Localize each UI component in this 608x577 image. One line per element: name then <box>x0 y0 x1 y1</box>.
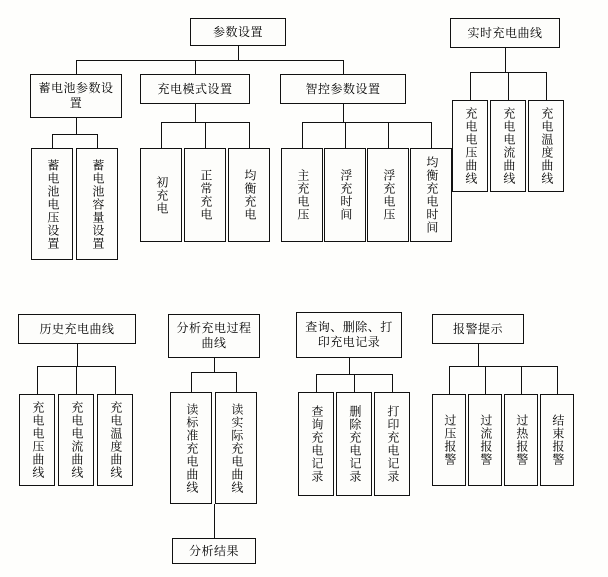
node-box[interactable]: 充电温度曲线 <box>97 394 133 486</box>
node-box[interactable]: 充电电流曲线 <box>58 394 94 486</box>
connector-line <box>392 374 393 392</box>
node-box[interactable]: 浮充时间 <box>324 148 366 242</box>
node-box[interactable]: 初充电 <box>140 148 182 242</box>
node-box[interactable]: 查询、删除、打印充电记录 <box>296 312 402 358</box>
connector-line <box>236 372 237 392</box>
connector-line <box>214 504 215 538</box>
node-box[interactable]: 充电模式设置 <box>140 74 250 104</box>
connector-line <box>485 366 486 394</box>
node-box[interactable]: 蓄电池参数设置 <box>30 74 122 118</box>
node-box[interactable]: 读实际充电曲线 <box>215 392 257 504</box>
connector-line <box>343 60 344 74</box>
connector-line <box>388 122 389 148</box>
connector-line <box>249 122 250 148</box>
connector-line <box>191 372 237 373</box>
connector-line <box>37 366 38 394</box>
connector-line <box>431 122 432 148</box>
node-box[interactable]: 均衡充电 <box>228 148 270 242</box>
node-box[interactable]: 打印充电记录 <box>374 392 410 496</box>
node-box[interactable]: 过压报警 <box>432 394 466 486</box>
node-box[interactable]: 浮充电压 <box>367 148 409 242</box>
connector-line <box>76 118 77 134</box>
connector-line <box>449 366 557 367</box>
node-box[interactable]: 蓄电池容量设置 <box>76 148 118 260</box>
connector-line <box>205 122 206 148</box>
connector-line <box>354 374 355 392</box>
node-box[interactable]: 实时充电曲线 <box>450 18 560 48</box>
connector-line <box>191 372 192 392</box>
connector-line <box>508 72 509 100</box>
connector-line <box>97 134 98 148</box>
node-box[interactable]: 充电电压曲线 <box>19 394 55 486</box>
connector-line <box>115 366 116 394</box>
node-box[interactable]: 过流报警 <box>468 394 502 486</box>
node-box[interactable]: 过热报警 <box>504 394 538 486</box>
node-box[interactable]: 读标准充电曲线 <box>170 392 212 504</box>
connector-line <box>345 122 346 148</box>
node-box[interactable]: 删除充电记录 <box>336 392 372 496</box>
node-box[interactable]: 充电温度曲线 <box>528 100 564 192</box>
node-box[interactable]: 查询充电记录 <box>298 392 334 496</box>
node-box[interactable]: 蓄电池电压设置 <box>31 148 73 260</box>
connector-line <box>478 344 479 366</box>
connector-line <box>505 48 506 72</box>
node-box[interactable]: 分析结果 <box>172 538 256 564</box>
connector-line <box>449 366 450 394</box>
node-box[interactable]: 均衡充电时间 <box>410 148 452 242</box>
connector-line <box>52 134 98 135</box>
connector-line <box>343 104 344 122</box>
connector-line <box>349 358 350 374</box>
node-box[interactable]: 正常充电 <box>184 148 226 242</box>
connector-line <box>195 60 196 74</box>
connector-line <box>557 366 558 394</box>
connector-line <box>470 72 471 100</box>
connector-line <box>316 374 317 392</box>
connector-line <box>52 134 53 148</box>
connector-line <box>302 122 431 123</box>
connector-line <box>195 104 196 122</box>
connector-line <box>161 122 162 148</box>
node-box[interactable]: 充电电流曲线 <box>490 100 526 192</box>
connector-line <box>546 72 547 100</box>
connector-line <box>77 344 78 366</box>
node-box[interactable]: 结束报警 <box>540 394 574 486</box>
node-box[interactable]: 主充电压 <box>281 148 323 242</box>
node-box[interactable]: 分析充电过程曲线 <box>168 314 260 358</box>
connector-line <box>76 366 77 394</box>
connector-line <box>76 60 343 61</box>
connector-line <box>76 60 77 74</box>
connector-line <box>302 122 303 148</box>
node-box[interactable]: 历史充电曲线 <box>18 314 136 344</box>
node-box[interactable]: 充电电压曲线 <box>452 100 488 192</box>
node-box[interactable]: 报警提示 <box>432 314 524 344</box>
connector-line <box>214 358 215 372</box>
node-box[interactable]: 智控参数设置 <box>280 74 406 104</box>
connector-line <box>521 366 522 394</box>
connector-line <box>238 46 239 60</box>
node-box[interactable]: 参数设置 <box>190 18 286 46</box>
